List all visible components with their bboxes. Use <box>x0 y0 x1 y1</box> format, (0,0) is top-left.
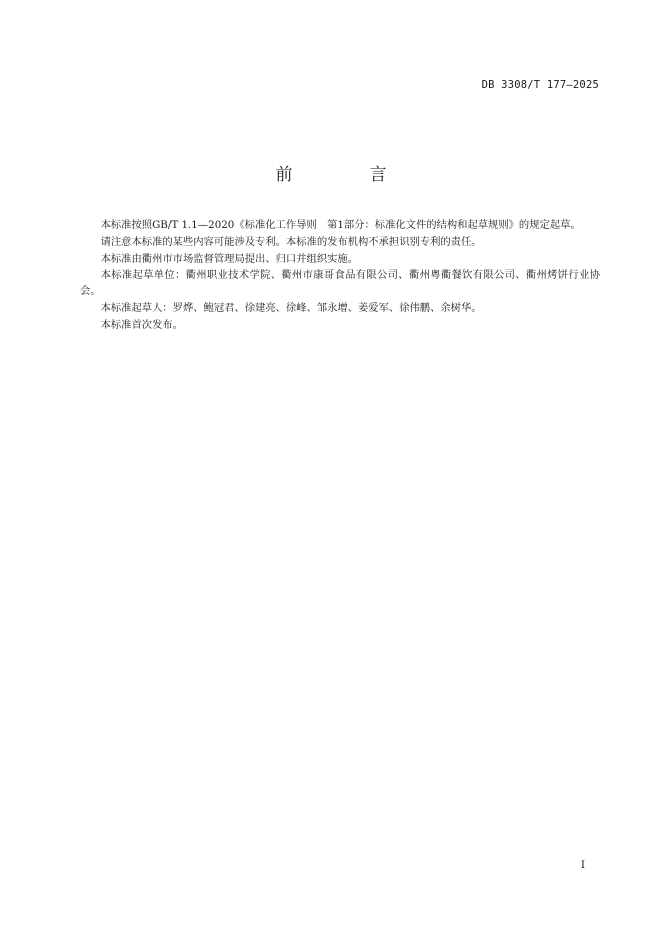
page-number: I <box>580 859 585 871</box>
paragraph-patent-notice: 请注意本标准的某些内容可能涉及专利。本标准的发布机构不承担识别专利的责任。 <box>100 235 482 248</box>
paragraph-proposer: 本标准由衢州市市场监督管理局提出、归口并组织实施。 <box>100 252 359 265</box>
paragraph-drafters: 本标准起草人：罗烨、鲍冠君、徐建亮、徐峰、邹永增、姜爱军、徐伟鹏、余树华。 <box>100 301 482 314</box>
foreword-body <box>80 218 600 335</box>
standard-code: DB 3308/T 177—2025 <box>481 79 599 91</box>
paragraph-drafting-rules: 本标准按照GB/T 1.1—2020《标准化工作导则 第1部分：标准化文件的结构和起草规则》的规定起草。 <box>100 219 581 231</box>
paragraph-drafting-units: 本标准起草单位：衢州职业技术学院、衢州市康哥食品有限公司、衢州粤衢餐饮有限公司、衢州烤饼行业协会。 <box>80 269 600 298</box>
page-title: 前 言 <box>275 165 417 185</box>
paragraph-first-release: 本标准首次发布。 <box>100 318 183 331</box>
